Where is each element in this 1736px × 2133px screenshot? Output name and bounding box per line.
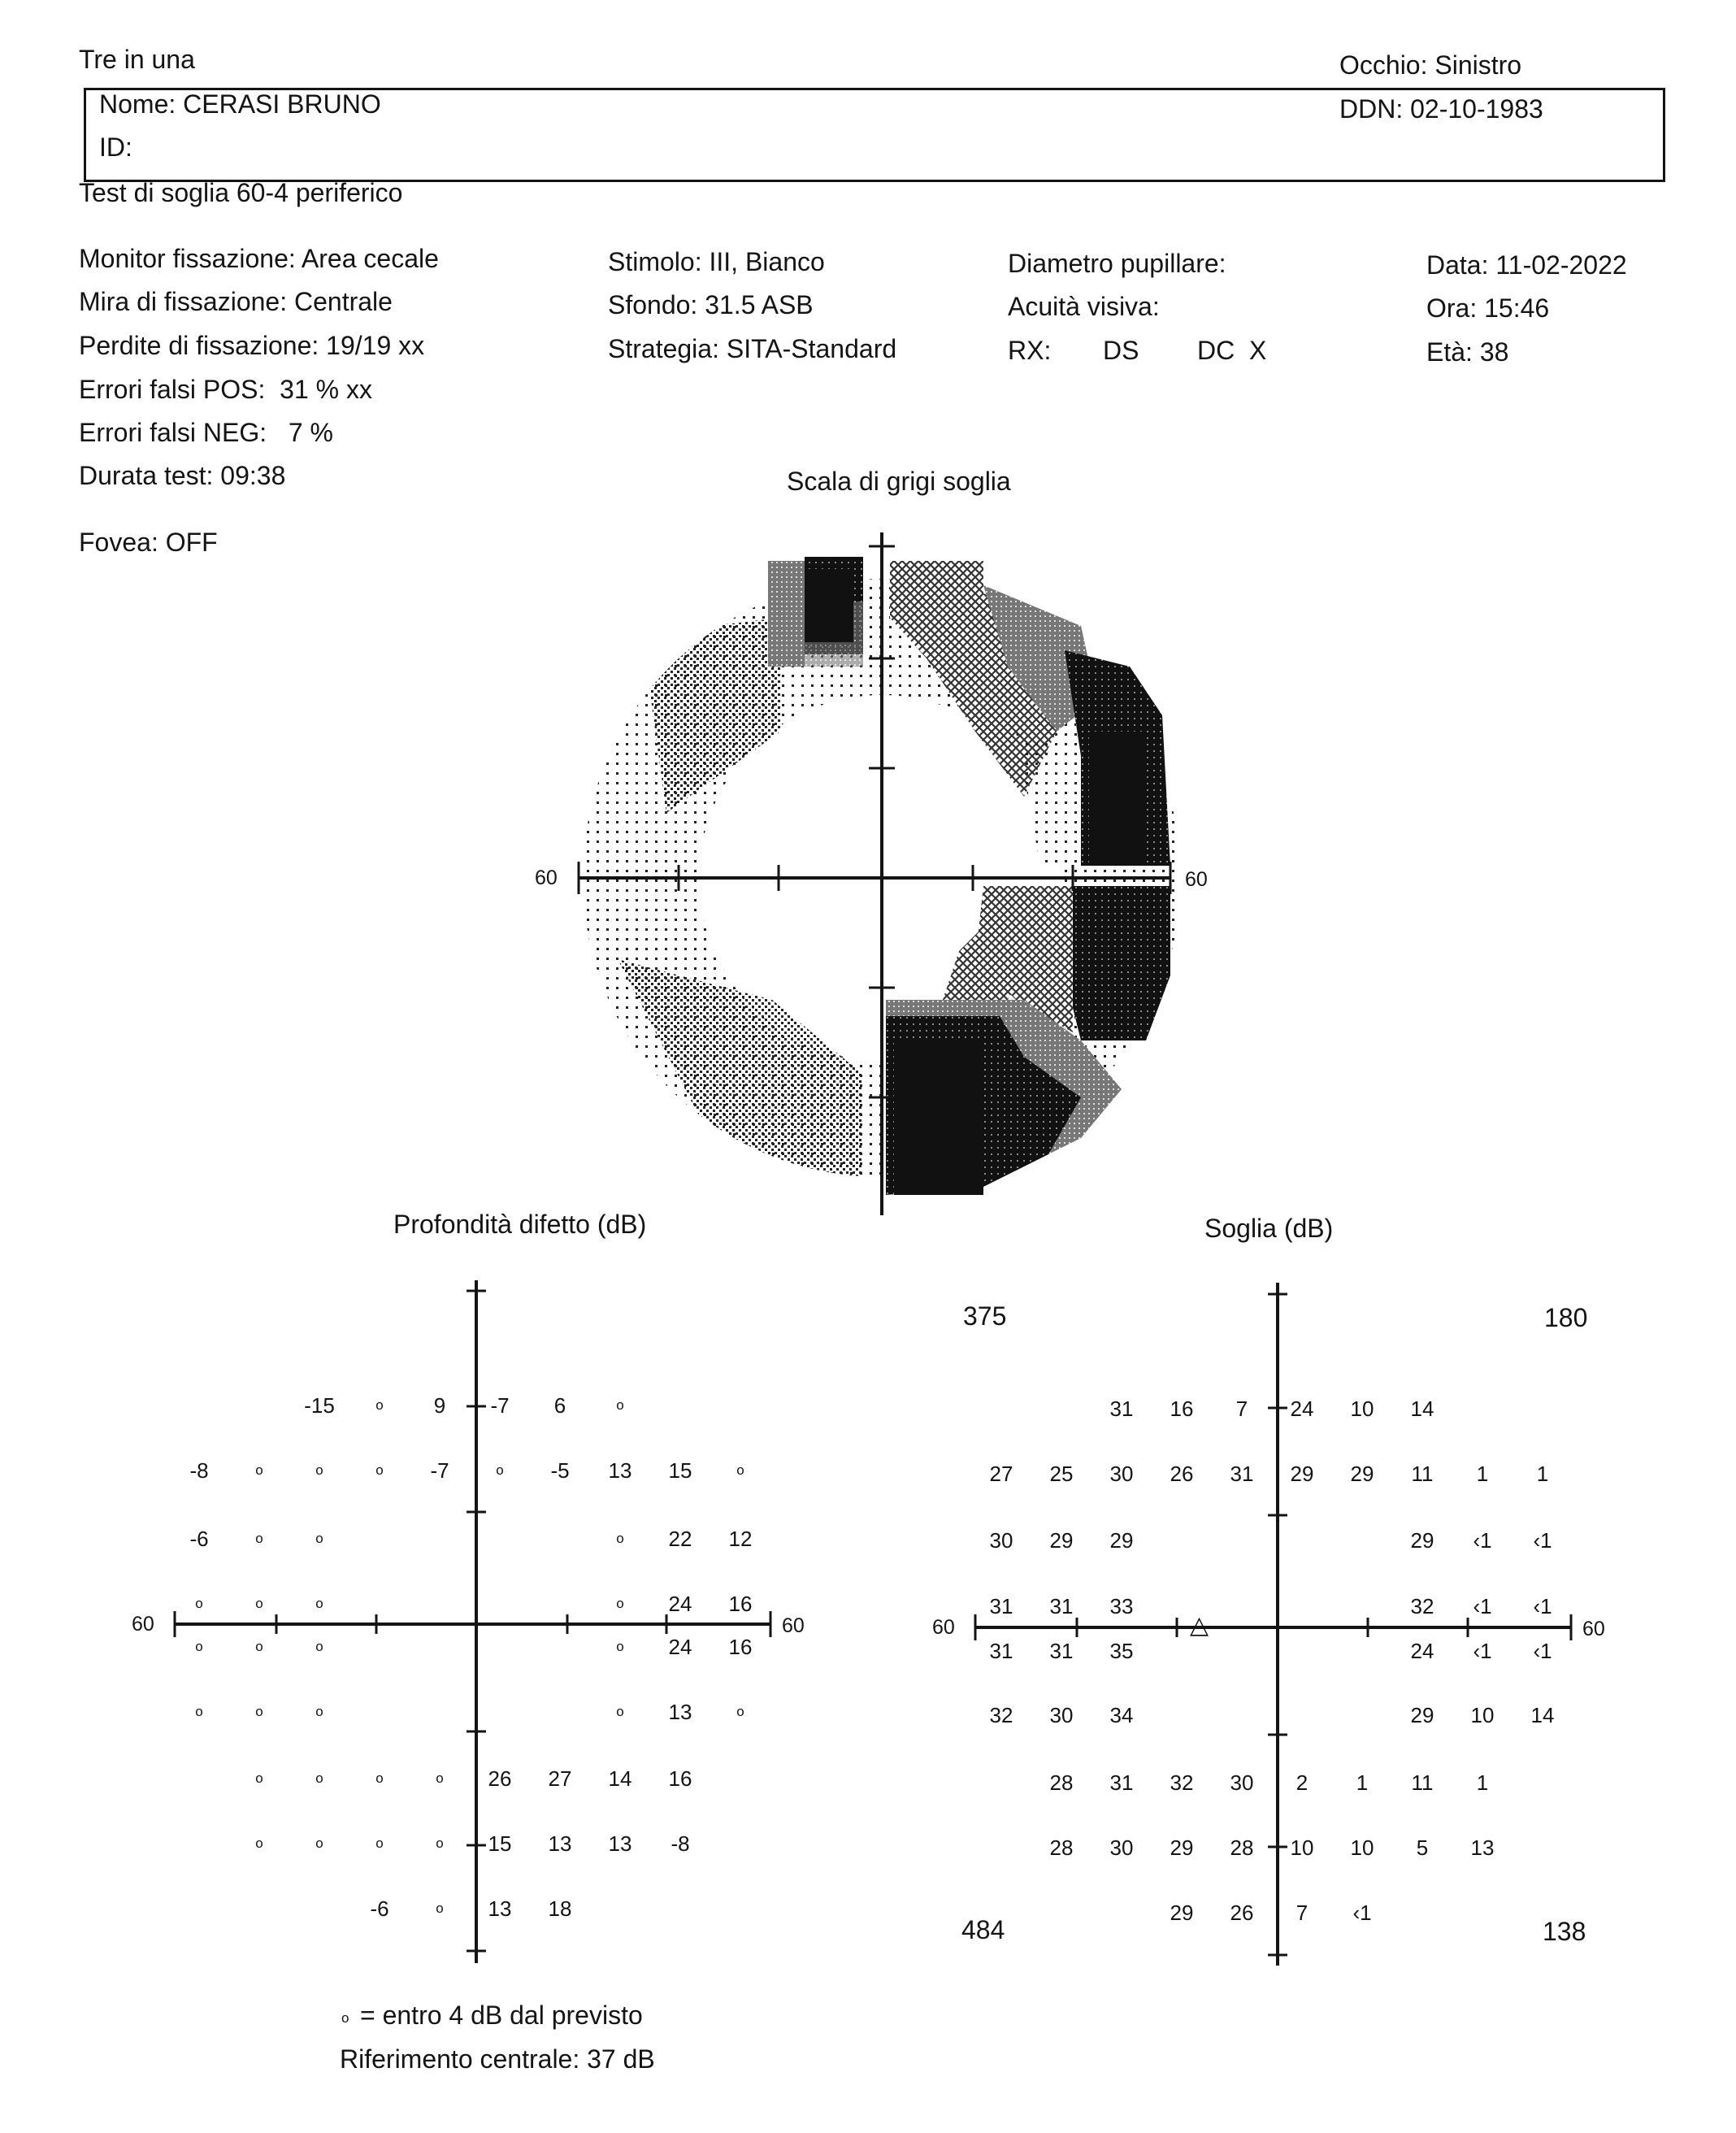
threshold-title: Soglia (dB) — [1204, 1214, 1334, 1243]
grid-value: 31 — [1230, 1462, 1254, 1486]
grid-value: o — [375, 1770, 384, 1786]
grid-value: ‹1 — [1473, 1528, 1492, 1553]
grid-value: 13 — [668, 1700, 692, 1724]
grid-value: 11 — [1411, 1770, 1434, 1795]
grid-value: 29 — [1350, 1462, 1374, 1486]
grid-value: 16 — [728, 1592, 753, 1616]
grid-value: o — [255, 1770, 263, 1786]
param-line: Strategia: SITA-Standard — [608, 334, 897, 363]
grid-value: 14 — [1410, 1397, 1434, 1421]
defect-title: Profondità difetto (dB) — [393, 1210, 647, 1239]
threshold-corner-bl: 484 — [961, 1915, 1005, 1944]
grayscale-title: Scala di grigi soglia — [787, 467, 1011, 496]
grid-value: 12 — [728, 1527, 753, 1551]
grid-value: o — [616, 1531, 624, 1546]
grid-value: o — [315, 1704, 323, 1719]
grid-value: -6 — [370, 1896, 389, 1921]
grid-value: 24 — [668, 1592, 692, 1616]
grid-value: 13 — [608, 1458, 632, 1483]
grid-value: 14 — [1530, 1703, 1555, 1727]
param-line: Mira di fissazione: Centrale — [79, 287, 393, 316]
grid-value: 30 — [1109, 1835, 1134, 1860]
grid-value: ‹1 — [1533, 1594, 1552, 1618]
grid-value: o — [736, 1704, 744, 1719]
grid-value: o — [616, 1596, 624, 1611]
grid-value: 25 — [1049, 1462, 1074, 1486]
grid-value: 30 — [1049, 1703, 1074, 1727]
grid-value: 30 — [1109, 1462, 1134, 1486]
grid-value: 30 — [1230, 1770, 1254, 1795]
patient-name: Nome: CERASI BRUNO — [99, 89, 381, 119]
grid-value: -5 — [550, 1458, 570, 1483]
grid-value: o — [315, 1462, 323, 1478]
grid-value: 26 — [488, 1766, 512, 1791]
grid-value: 13 — [608, 1831, 632, 1856]
grid-value: 1 — [1536, 1462, 1549, 1486]
grid-value: 32 — [1170, 1770, 1194, 1795]
threshold-corner-tl: 375 — [963, 1301, 1007, 1331]
grid-value: o — [736, 1462, 744, 1478]
grid-value: 35 — [1109, 1639, 1134, 1663]
grid-value: -7 — [490, 1393, 510, 1418]
grid-value: o — [616, 1704, 624, 1719]
grid-value: ‹1 — [1473, 1639, 1492, 1663]
grid-value: o — [195, 1704, 203, 1719]
grid-value: 1 — [1476, 1462, 1489, 1486]
grid-value: ‹1 — [1352, 1901, 1372, 1925]
grid-value: 1 — [1476, 1770, 1489, 1795]
rx-dc: DC X — [1197, 336, 1267, 365]
defect-axis-right: 60 — [782, 1614, 805, 1637]
grid-value: 6 — [553, 1393, 566, 1418]
grid-value: 15 — [668, 1458, 692, 1483]
param-line: Errori falsi POS: 31 % xx — [79, 375, 372, 404]
grid-value: 30 — [989, 1528, 1013, 1553]
grid-value: 31 — [1109, 1770, 1134, 1795]
grid-value: 29 — [1049, 1528, 1074, 1553]
grid-value: o — [375, 1397, 384, 1413]
grid-value: 18 — [548, 1896, 572, 1921]
grid-value: o — [496, 1462, 504, 1478]
grid-value: 16 — [728, 1635, 753, 1659]
grayscale-right-label: 60 — [1185, 868, 1208, 891]
grid-value: 13 — [1470, 1835, 1495, 1860]
grid-value: o — [255, 1704, 263, 1719]
grid-value: o — [255, 1596, 263, 1611]
param-line: Durata test: 09:38 — [79, 461, 286, 490]
legend-text: = entro 4 dB dal previsto — [360, 2001, 643, 2030]
grid-value: o — [436, 1835, 444, 1851]
param-line: Acuità visiva: — [1008, 292, 1160, 321]
grid-value: 10 — [1290, 1835, 1314, 1860]
grid-value: 2 — [1295, 1770, 1309, 1795]
threshold-corner-br: 138 — [1543, 1917, 1586, 1946]
grid-value: o — [255, 1462, 263, 1478]
legend-symbol: o — [341, 2010, 349, 2026]
grid-value: 31 — [1049, 1639, 1074, 1663]
grid-value: -15 — [304, 1393, 335, 1418]
grayscale-left-label: 60 — [535, 867, 558, 889]
param-line: Età: 38 — [1426, 337, 1509, 367]
rx-ds: DS — [1103, 336, 1139, 365]
program-name: Tre in una — [79, 45, 195, 74]
grid-value: o — [616, 1397, 624, 1413]
grid-value: o — [315, 1639, 323, 1654]
grid-value: 13 — [548, 1831, 572, 1856]
grid-value: 9 — [433, 1393, 446, 1418]
rx-label: RX: — [1008, 336, 1052, 365]
test-name: Test di soglia 60-4 periferico — [79, 178, 403, 207]
grid-value: 29 — [1109, 1528, 1134, 1553]
param-line: Ora: 15:46 — [1426, 293, 1550, 323]
grid-value: 29 — [1290, 1462, 1314, 1486]
grid-value: -8 — [671, 1831, 690, 1856]
grid-value: -8 — [189, 1458, 209, 1483]
grid-value: 31 — [989, 1594, 1013, 1618]
grid-value: 10 — [1470, 1703, 1495, 1727]
fovea-status: Fovea: OFF — [79, 528, 218, 557]
grid-value: 29 — [1410, 1703, 1434, 1727]
threshold-axis-left: 60 — [932, 1616, 955, 1639]
param-line: Errori falsi NEG: 7 % — [79, 418, 333, 447]
param-line: Data: 11-02-2022 — [1426, 250, 1627, 280]
grid-value: o — [375, 1835, 384, 1851]
grid-value: 22 — [668, 1527, 692, 1551]
grid-value: 5 — [1416, 1835, 1429, 1860]
patient-id: ID: — [99, 132, 132, 162]
grid-value: 24 — [668, 1635, 692, 1659]
defect-axis-left: 60 — [132, 1613, 154, 1636]
grid-value: 26 — [1170, 1462, 1194, 1486]
grid-value: -7 — [430, 1458, 449, 1483]
grid-value: 26 — [1230, 1901, 1254, 1925]
grid-value: 29 — [1410, 1528, 1434, 1553]
grid-value: 27 — [548, 1766, 572, 1791]
param-line: Perdite di fissazione: 19/19 xx — [79, 331, 425, 360]
grid-value: 15 — [488, 1831, 512, 1856]
grid-value: ‹1 — [1533, 1639, 1552, 1663]
grid-value: 32 — [989, 1703, 1013, 1727]
grid-value: ‹1 — [1533, 1528, 1552, 1553]
param-line: Sfondo: 31.5 ASB — [608, 290, 814, 319]
grid-value: o — [436, 1901, 444, 1916]
grid-value: 13 — [488, 1896, 512, 1921]
grid-value: o — [315, 1770, 323, 1786]
grid-value: o — [255, 1835, 263, 1851]
birth-date: DDN: 02-10-1983 — [1339, 94, 1543, 124]
grid-value: 14 — [608, 1766, 632, 1791]
blind-spot-marker: △ — [1190, 1612, 1209, 1639]
grid-value: 29 — [1170, 1901, 1194, 1925]
grid-value: o — [255, 1639, 263, 1654]
grid-value: 10 — [1350, 1835, 1374, 1860]
grid-value: o — [315, 1596, 323, 1611]
grid-value: 16 — [668, 1766, 692, 1791]
grid-value: 1 — [1356, 1770, 1369, 1795]
grid-value: 24 — [1410, 1639, 1434, 1663]
grid-value: o — [375, 1462, 384, 1478]
grid-value: o — [195, 1596, 203, 1611]
grid-value: 16 — [1170, 1397, 1194, 1421]
grid-value: 31 — [1049, 1594, 1074, 1618]
grid-value: o — [255, 1531, 263, 1546]
central-reference: Riferimento centrale: 37 dB — [340, 2044, 655, 2074]
grid-value: 34 — [1109, 1703, 1134, 1727]
grid-value: 27 — [989, 1462, 1013, 1486]
grid-value: 31 — [989, 1639, 1013, 1663]
grid-value: 29 — [1170, 1835, 1194, 1860]
grid-value: -6 — [189, 1527, 209, 1551]
grid-value: o — [436, 1770, 444, 1786]
param-line: Diametro pupillare: — [1008, 249, 1226, 278]
threshold-corner-tr: 180 — [1544, 1303, 1588, 1332]
grid-value: ‹1 — [1473, 1594, 1492, 1618]
eye-label: Occhio: Sinistro — [1339, 50, 1522, 80]
grid-value: o — [315, 1531, 323, 1546]
param-line: Monitor fissazione: Area cecale — [79, 244, 439, 273]
grid-value: 7 — [1235, 1397, 1248, 1421]
grid-value: 28 — [1049, 1835, 1074, 1860]
grid-value: 32 — [1410, 1594, 1434, 1618]
threshold-axis-right: 60 — [1582, 1618, 1605, 1640]
grid-value: 31 — [1109, 1397, 1134, 1421]
grid-value: o — [195, 1639, 203, 1654]
grid-value: 28 — [1230, 1835, 1254, 1860]
grid-value: 28 — [1049, 1770, 1074, 1795]
grid-value: 11 — [1411, 1462, 1434, 1486]
param-line: Stimolo: III, Bianco — [608, 247, 825, 276]
grid-value: o — [616, 1639, 624, 1654]
grid-value: 33 — [1109, 1594, 1134, 1618]
grid-value: 24 — [1290, 1397, 1314, 1421]
grid-value: 10 — [1350, 1397, 1374, 1421]
grid-value: 7 — [1295, 1901, 1309, 1925]
grid-value: o — [315, 1835, 323, 1851]
